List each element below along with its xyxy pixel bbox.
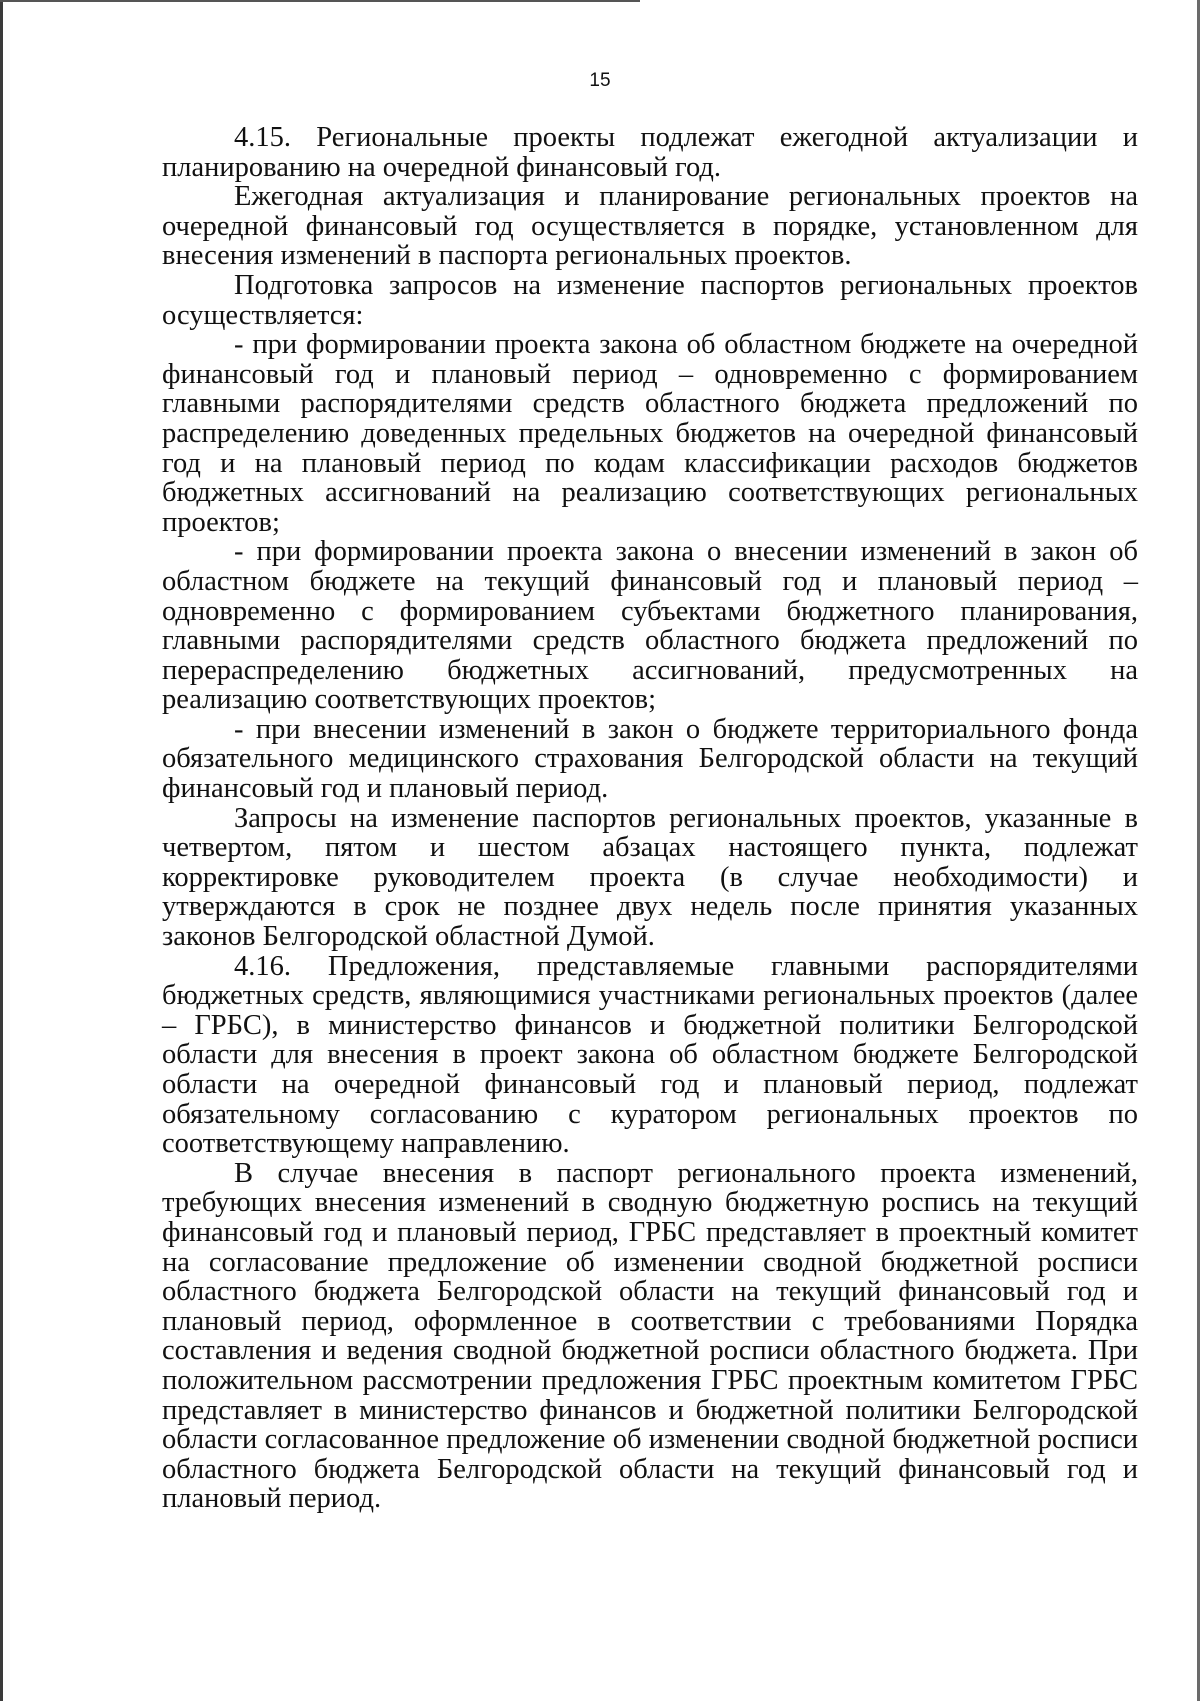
scan-border-top	[0, 0, 640, 2]
list-item-budget-law-formation: - при формировании проекта закона об областном бюджете на очередной финансовый год и плановый период – одновременно с формированием главными распорядителями средств областного бюджета предложений по распределению доведенных предельных бюджетов на очередной финансовый год и на плановый период по кодам классификации расходов бюджетов бюджетных ассигнований на реализацию соответствующих региональных проектов;	[162, 329, 1138, 538]
paragraph-budget-schedule-changes: В случае внесения в паспорт регионального проекта изменений, требующих внесения изменений в сводную бюджетную роспись на текущий финансовый год и плановый период, ГРБС представляет в проектный комитет на согласование предложение об изменении сводной бюджетной росписи областного бюджета Белгородской области на текущий финансовый год и плановый период, оформленное в соответствии с требованиями Порядка составления и ведения сводной бюджетной росписи областного бюджета. При положительном рассмотрении предложения ГРБС проектным комитетом ГРБС представляет в министерство финансов и бюджетной политики Белгородской области согласованное предложение об изменении сводной бюджетной росписи областного бюджета Белгородской области на текущий финансовый год и плановый период.	[162, 1157, 1138, 1515]
page-number: 15	[589, 70, 611, 91]
list-item-budget-law-amendment: - при формировании проекта закона о внесении изменений в закон об областном бюджете на текущий финансовый год и плановый период – одновременно с формированием субъектами бюджетного планирования, главными распорядителями средств областного бюджета предложений по перераспределению бюджетных ассигнований, предусмотренных на реализацию соответствующих проектов;	[162, 536, 1138, 716]
paragraph-4-16: 4.16. Предложения, представляемые главными распорядителями бюджетных средств, являющимися участниками региональных проектов (далее – ГРБС), в министерство финансов и бюджетной политики Белгородской области для внесения в проект закона об областном бюджете Белгородской области на очередной финансовый год и плановый период, подлежат обязательному согласованию с куратором региональных проектов по соответствующему направлению.	[162, 950, 1138, 1160]
paragraph-requests-approval: Запросы на изменение паспортов региональных проектов, указанные в четвертом, пятом и шестом абзацах настоящего пункта, подлежат корректировке руководителем проекта (в случае необходимости) и утверждаются в срок не позднее двух недель после принятия указанных законов Белгородской областной Думой.	[162, 802, 1138, 953]
paragraph-requests-preparation: Подготовка запросов на изменение паспортов региональных проектов осуществляется:	[162, 269, 1138, 331]
list-item-medical-insurance-fund: - при внесении изменений в закон о бюджете территориального фонда обязательного медицинского страхования Белгородской области на текущий финансовый год и плановый период.	[162, 713, 1138, 805]
paragraph-annual-update: Ежегодная актуализация и планирование региональных проектов на очередной финансовый год осуществляется в порядке, установленном для внесения изменений в паспорта региональных проектов.	[162, 181, 1138, 272]
document-body	[162, 123, 1138, 1514]
paragraph-4-15: 4.15. Региональные проекты подлежат ежегодной актуализации и планированию на очередной финансовый год.	[162, 122, 1138, 183]
scan-border-left	[0, 0, 3, 1701]
